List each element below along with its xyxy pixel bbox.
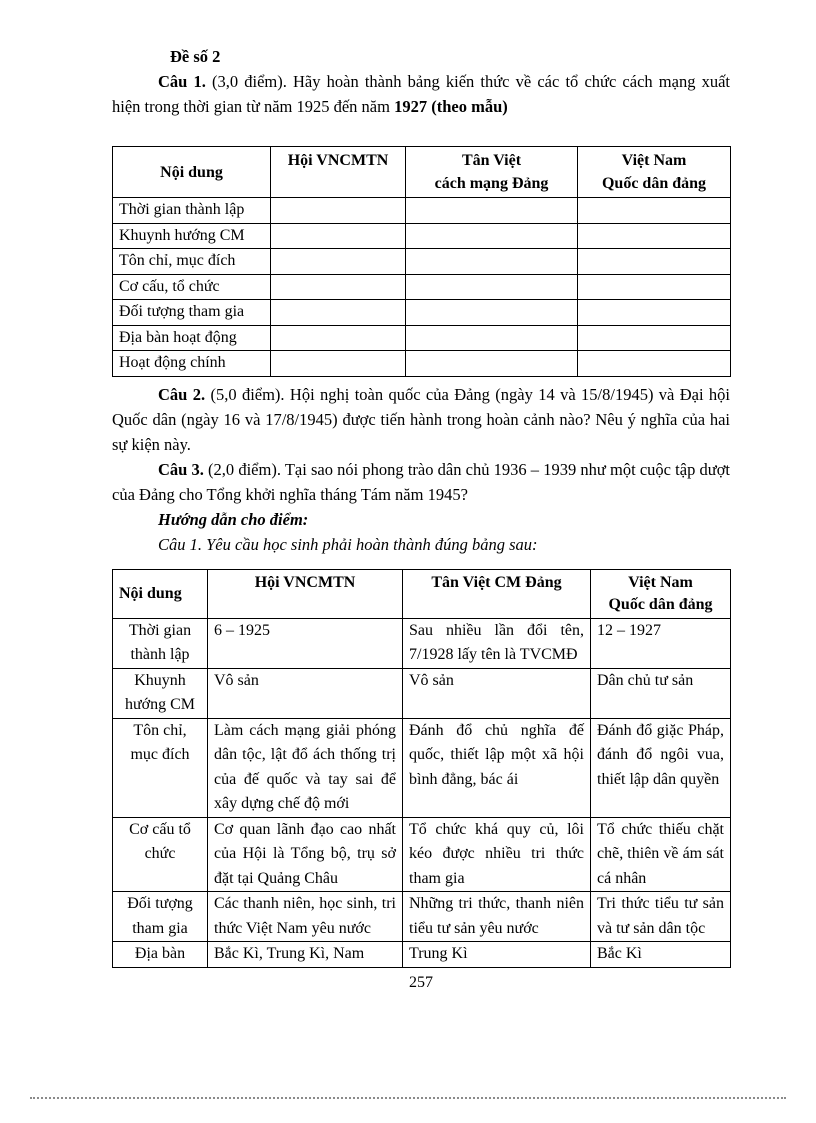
table-row (113, 300, 731, 326)
header-line: cách mạng Đảng (434, 175, 549, 192)
header-line: Việt Nam (628, 573, 693, 591)
header-line: Quốc dân đảng (601, 175, 707, 192)
cell: Vô sản (208, 668, 403, 718)
empty-cell (271, 351, 406, 377)
header-cell-noi-dung: Nội dung (113, 569, 208, 618)
cell: Tri thức tiểu tư sản và tư sản dân tộc (591, 892, 731, 942)
cell: Trung Kì (403, 942, 591, 968)
cell: Bắc Kì, Trung Kì, Nam (208, 942, 403, 968)
question-2-label: Câu 2. (158, 384, 206, 404)
empty-cell (271, 325, 406, 351)
table-row (113, 274, 731, 300)
cell: Sau nhiều lần đổi tên, 7/1928 lấy tên là TVCMĐ (403, 618, 591, 668)
empty-cell (406, 249, 578, 275)
page-number: 257 (409, 973, 433, 991)
row-label: Đối tượng tham gia (113, 300, 271, 326)
table-header-row (113, 147, 731, 198)
empty-cell (271, 198, 406, 224)
empty-cell (271, 274, 406, 300)
question-3-label: Câu 3. (158, 459, 204, 479)
row-label: Địa bàn (113, 942, 208, 968)
row-label: Hoạt động chính (113, 351, 271, 377)
table-row (113, 668, 731, 718)
cell: Bắc Kì (591, 942, 731, 968)
cell: Cơ quan lãnh đạo cao nhất của Hội là Tổng bộ, trụ sở đặt tại Quảng Châu (208, 817, 403, 892)
empty-cell (578, 325, 731, 351)
table-row (113, 325, 731, 351)
row-label: Khuynh hướng CM (113, 668, 208, 718)
cell: 12 – 1927 (591, 618, 731, 668)
row-label: Đối tượng tham gia (113, 892, 208, 942)
row-label: Cơ cấu tổ chức (113, 817, 208, 892)
row-label: Địa bàn hoạt động (113, 325, 271, 351)
row-label: Thời gian thành lập (113, 618, 208, 668)
cell: Dân chủ tư sản (591, 668, 731, 718)
table-row (113, 223, 731, 249)
header-cell-hoi-vncmtn: Hội VNCMTN (271, 147, 406, 198)
guide-subheading: Câu 1. Yêu cầu học sinh phải hoàn thành đúng bảng sau: (158, 534, 538, 554)
empty-cell (271, 223, 406, 249)
question-1-bold-tail: 1927 (theo mẫu) (394, 97, 508, 116)
empty-cell (406, 325, 578, 351)
header-line: Tân Việt (461, 152, 522, 169)
cell: Làm cách mạng giải phóng dân tộc, lật đổ ách thống trị của đế quốc và tay sai để xây dựng chế độ mới (208, 718, 403, 817)
header-cell-tan-viet: Tân Việt CM Đảng (403, 569, 591, 618)
question-3-text: (2,0 điểm). Tại sao nói phong trào dân chủ 1936 – 1939 như một cuộc tập dượt của Đảng cho Tổng khởi nghĩa tháng Tám năm 1945? (112, 459, 730, 504)
header-cell-noi-dung: Nội dung (113, 147, 271, 198)
empty-cell (271, 249, 406, 275)
table-row (113, 198, 731, 224)
cell: Những tri thức, thanh niên tiểu tư sản yêu nước (403, 892, 591, 942)
table-row (113, 942, 731, 968)
question-3 (112, 457, 730, 507)
table-row (113, 892, 731, 942)
empty-cell (578, 274, 731, 300)
header-cell-vnqdd (578, 147, 731, 198)
table-row (113, 249, 731, 275)
table-row (113, 718, 731, 817)
row-label: Thời gian thành lập (113, 198, 271, 224)
guide-heading: Hướng dẫn cho điểm: (158, 509, 309, 529)
page-title: Đề số 2 (170, 47, 221, 66)
header-cell-tan-viet (406, 147, 578, 198)
empty-cell (271, 300, 406, 326)
empty-cell (578, 351, 731, 377)
table-row (113, 351, 731, 377)
blank-knowledge-table (112, 146, 731, 377)
empty-cell (406, 274, 578, 300)
empty-cell (578, 223, 731, 249)
row-label: Cơ cấu, tổ chức (113, 274, 271, 300)
table-row (113, 817, 731, 892)
header-cell-hoi-vncmtn: Hội VNCMTN (208, 569, 403, 618)
empty-cell (578, 249, 731, 275)
header-line: Việt Nam (621, 152, 687, 169)
cell: Vô sản (403, 668, 591, 718)
table-row (113, 618, 731, 668)
cell: Đánh đổ chủ nghĩa đế quốc, thiết lập một xã hội bình đẳng, bác ái (403, 718, 591, 817)
row-label: Tôn chỉ, mục đích (113, 718, 208, 817)
table-header-row (113, 569, 731, 618)
cell: Đánh đổ giặc Pháp, đánh đổ ngôi vua, thiết lập dân quyền (591, 718, 731, 817)
row-label: Tôn chỉ, mục đích (113, 249, 271, 275)
question-1 (112, 69, 730, 119)
empty-cell (406, 198, 578, 224)
cell: Các thanh niên, học sinh, tri thức Việt Nam yêu nước (208, 892, 403, 942)
header-line: Quốc dân đảng (608, 595, 713, 613)
footer-dotted-divider (30, 1097, 786, 1099)
question-2-text: (5,0 điểm). Hội nghị toàn quốc của Đảng (ngày 14 và 15/8/1945) và Đại hội Quốc dân (ngày 16 và 17/8/1945) được tiến hành trong hoàn cảnh nào? Nêu ý nghĩa của hai sự kiện này. (112, 384, 731, 454)
cell: Tổ chức thiếu chặt chẽ, thiên về ám sát cá nhân (591, 817, 731, 892)
question-1-text: (3,0 điểm). Hãy hoàn thành bảng kiến thức về các tổ chức cách mạng xuất hiện trong thời gian từ năm 1925 đến năm (112, 72, 730, 116)
empty-cell (578, 198, 731, 224)
cell: Tổ chức khá quy củ, lôi kéo được nhiều tri thức tham gia (403, 817, 591, 892)
empty-cell (578, 300, 731, 326)
empty-cell (406, 223, 578, 249)
question-1-label: Câu 1. (158, 72, 206, 91)
row-label: Khuynh hướng CM (113, 223, 271, 249)
empty-cell (406, 300, 578, 326)
empty-cell (406, 351, 578, 377)
question-2 (112, 382, 730, 457)
cell: 6 – 1925 (208, 618, 403, 668)
answer-table (112, 569, 731, 968)
header-cell-vnqdd (591, 569, 731, 618)
